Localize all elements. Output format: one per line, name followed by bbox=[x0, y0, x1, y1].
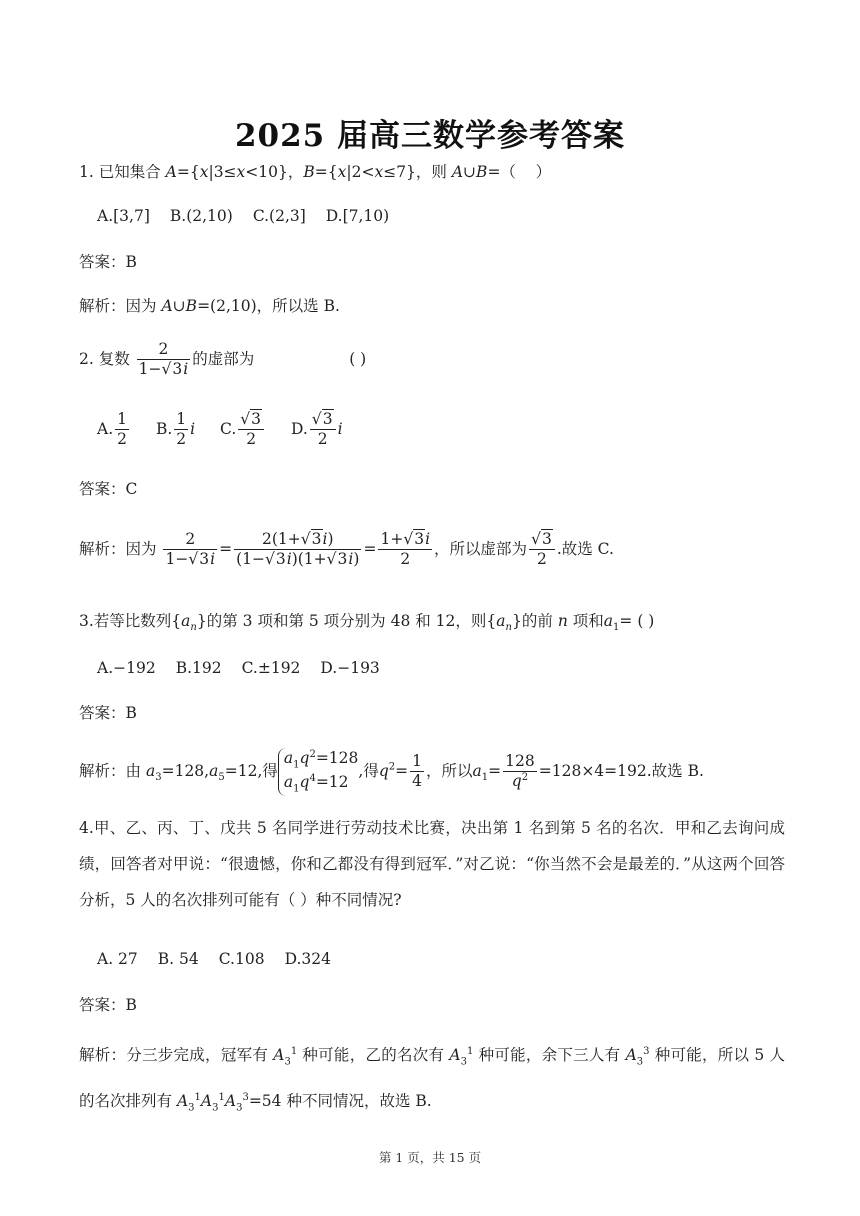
option-c: C.108 bbox=[218, 950, 265, 968]
option-b: B. 54 bbox=[157, 950, 199, 968]
question-3-options bbox=[97, 659, 380, 678]
option-b: B.(2,10) bbox=[169, 207, 233, 225]
option-c: C.(2,3] bbox=[252, 207, 306, 225]
option-d: D.−193 bbox=[320, 659, 380, 677]
option-c: C.±192 bbox=[241, 659, 301, 677]
option-d: D.[7,10) bbox=[325, 207, 390, 225]
question-4: 4.甲、乙、丙、丁、戊共 5 名同学进行劳动技术比赛，决出第 1 名到第 5 名的名次．甲和乙去询问成绩，回答者对甲说：“很遗憾，你和乙都没有得到冠军．”对乙说：“你当然不会是最差的．”从这两个回答分析，5 人的名次排列可能有（ ）种不同情况? bbox=[79, 819, 785, 909]
fraction: $\frac{2}{1-√3i}$ bbox=[138, 340, 189, 379]
answer-1: 答案：B bbox=[79, 253, 137, 271]
option-d: D.324 bbox=[284, 950, 331, 968]
answer-2: 答案：C bbox=[79, 480, 138, 498]
question-2-options: A. $\frac{1}{2}$ B. $\frac{1}{2}$ i C. $\frac{√3}{2}$ D. $\frac{√3}{2}$ i bbox=[97, 410, 343, 449]
option-a: A.−192 bbox=[97, 659, 156, 677]
option-a: A.[3,7] bbox=[97, 207, 150, 225]
answer-3: 答案：B bbox=[79, 704, 137, 722]
analysis-1: 解析：因为 A∪B=(2,10)，所以选 B. bbox=[79, 297, 340, 315]
question-2: 2. 复数 $\frac{2}{1-√3i}$ 的虚部为 ( ) bbox=[79, 340, 367, 379]
answer-4: 答案：B bbox=[79, 996, 137, 1014]
question-1-options bbox=[97, 207, 389, 226]
page-title: 2025 届高三数学参考答案 bbox=[234, 118, 626, 154]
analysis-2: 解析：因为 $\frac{2}{1-√3i}$ = $\frac{2(1+√3i)}{(1-√3i)(1+√3i)}$ = $\frac{1+√3i}{2}$ ，所以虚部为 $\frac{√3}{2}$ .故选 C. bbox=[79, 530, 614, 569]
equation-system: $a_1q^2=128$ $a_1q^4=12$ bbox=[278, 748, 359, 796]
question-4-options bbox=[97, 950, 331, 969]
page-footer: 第 1 页，共 15 页 bbox=[378, 1150, 482, 1165]
option-a: A. 27 bbox=[97, 950, 138, 968]
question-1: 1. 已知集合 A={x|3≤x<10}，B={x|2<x≤7}，则 A∪B=（ ） bbox=[79, 163, 552, 181]
analysis-3: 解析：由 $a_3=128,a_5=12$,得$a_1q^2=128$ $a_1q^4=12$,得$q^2=$ $\frac{1}{4}$ ，所以$a_1=$ $\frac{128}{q^2}$ =128×4=192.故选 B. bbox=[79, 749, 704, 794]
option-b: B.192 bbox=[175, 659, 222, 677]
question-3: 3.若等比数列$\{a_n\}$的第 3 项和第 5 项分别为 48 和 12，则$\{a_n\}$的前 n 项和$a_1=$ ( ) bbox=[79, 612, 655, 634]
analysis-4: 解析：分三步完成，冠军有 $A_3^1$ 种可能，乙的名次有 $A_3^1$ 种可能，余下三人有 $A_3^3$ 种可能，所以 5 人的名次排列有 $A_3^1A_3^1A_3^3=54$ 种不同情况，故选 B. bbox=[79, 1046, 785, 1114]
